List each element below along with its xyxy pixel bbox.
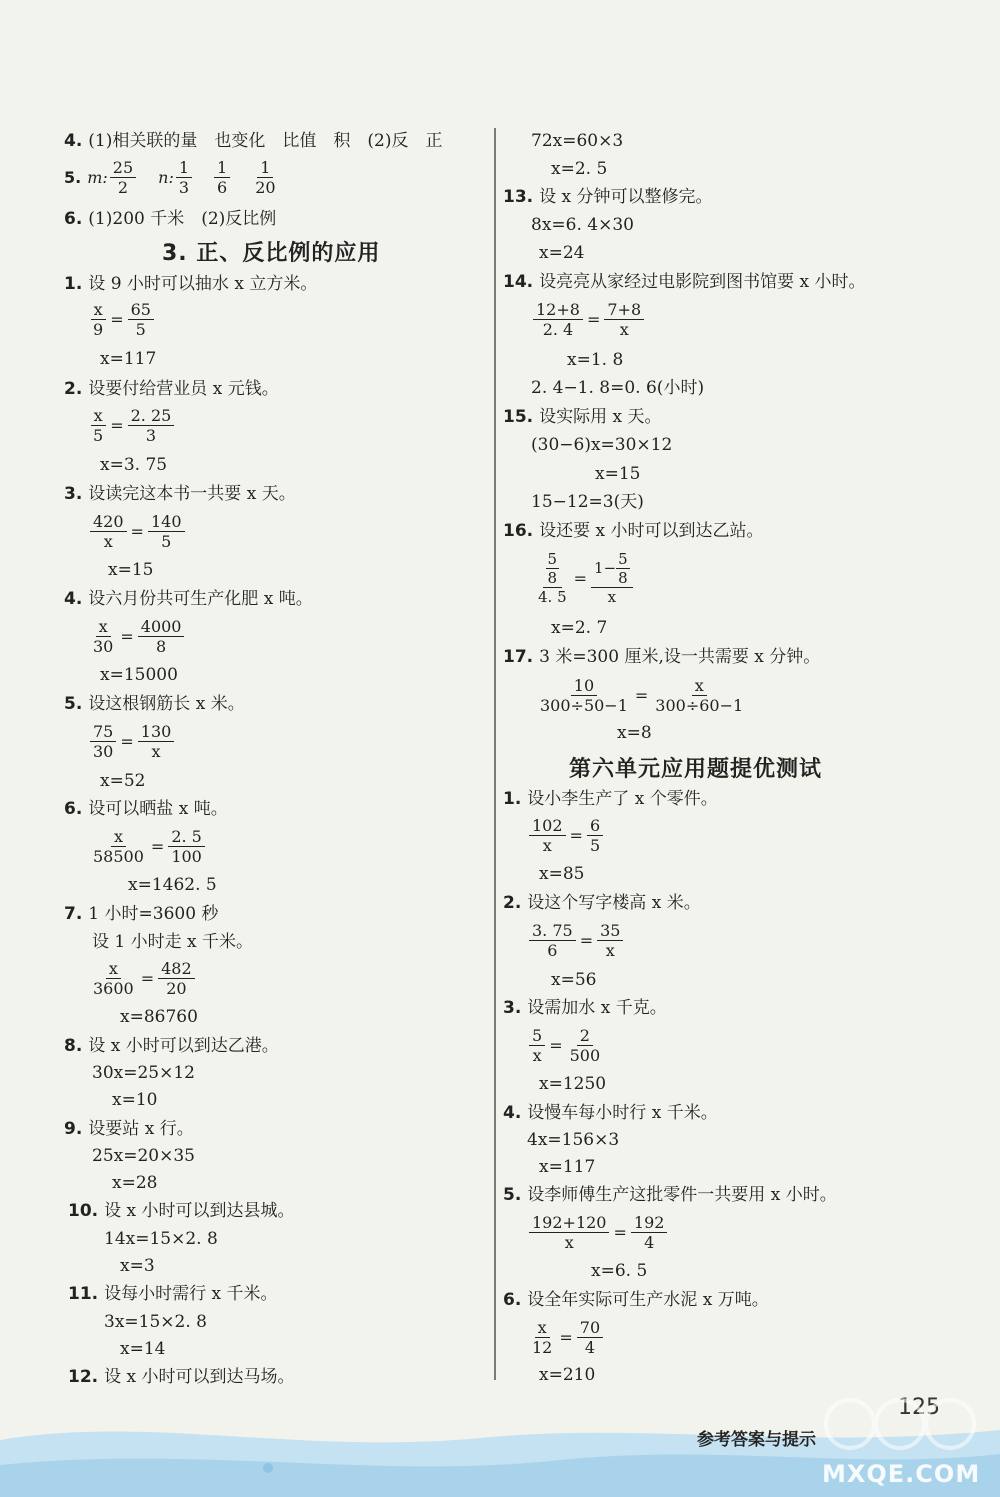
answer: x=56	[551, 970, 597, 990]
equation: 25x=20×35	[92, 1146, 195, 1166]
answer: x=3. 75	[100, 455, 168, 475]
equation: $\frac{\frac{5}{8}}{4. 5}$ = 1− $\frac{5}{8}$ x	[533, 550, 635, 607]
fraction: $\frac{1}{3}$	[176, 158, 192, 197]
problem-12: 12. 设 x 小时可以到达马场。	[68, 1367, 295, 1387]
equation: 3x=15×2. 8	[104, 1312, 207, 1332]
problem-7-setup: 设 1 小时走 x 千米。	[92, 932, 254, 952]
equation: $\frac{102}{x}$ = $\frac{6}{5}$	[527, 816, 605, 855]
test-problem-1: 1. 设小李生产了 x 个零件。	[503, 789, 718, 809]
q5-line: 5. m: $\frac{25}{2}$ n: $\frac{1}{3}$ $\frac{1}{6}$ $\frac{1}{20}$	[64, 158, 281, 197]
answer: x=6. 5	[591, 1261, 648, 1281]
answer: x=1. 8	[567, 350, 624, 370]
answer: x=24	[539, 243, 585, 263]
answer: x=15000	[100, 665, 178, 685]
problem-11: 11. 设每小时需行 x 千米。	[68, 1284, 278, 1304]
equation: (30−6)x=30×12	[531, 435, 673, 455]
answer: x=117	[100, 349, 157, 369]
problem-16: 16. 设还要 x 小时可以到达乙站。	[503, 521, 764, 541]
problem-1: 1. 设 9 小时可以抽水 x 立方米。	[64, 274, 318, 294]
equation: $\frac{x}{30}$ = $\frac{4000}{8}$	[88, 617, 186, 656]
q6-line: 6. (1)200 千米 (2)反比例	[64, 209, 277, 229]
equation: $\frac{10}{300\div 50-1}$ = $\frac{x}{300\div 60-1}$	[540, 676, 744, 715]
q4-line: 4. (1)相关联的量 也变化 比值 积 (2)反 正	[64, 131, 443, 151]
extra-line: 2. 4−1. 8=0. 6(小时)	[531, 378, 705, 398]
equation: $\frac{x}{58500}$ = $\frac{2. 5}{100}$	[88, 827, 207, 866]
answer: x=1250	[539, 1074, 607, 1094]
problem-14: 14. 设亮亮从家经过电影院到图书馆要 x 小时。	[503, 272, 866, 292]
answer: x=117	[539, 1157, 596, 1177]
answer: x=1462. 5	[128, 875, 217, 895]
answer: x=86760	[120, 1007, 198, 1027]
answer: x=210	[539, 1365, 596, 1385]
test-problem-3: 3. 设需加水 x 千克。	[503, 998, 667, 1018]
equation: $\frac{192+120}{x}$ = $\frac{192}{4}$	[527, 1213, 669, 1252]
fraction: $\frac{1}{6}$	[214, 158, 230, 197]
equation: $\frac{x}{3600}$ = $\frac{482}{20}$	[88, 959, 197, 998]
page-number: 125	[898, 1395, 940, 1420]
equation: 72x=60×3	[531, 131, 624, 151]
problem-2: 2. 设要付给营业员 x 元钱。	[64, 379, 279, 399]
answer: x=10	[112, 1090, 158, 1110]
section-title-proportion: 3. 正、反比例的应用	[162, 241, 381, 266]
answer: x=52	[100, 771, 146, 791]
answer: x=85	[539, 864, 585, 884]
answer: x=14	[120, 1339, 166, 1359]
footer-label: 参考答案与提示	[697, 1430, 816, 1450]
test-problem-6: 6. 设全年实际可生产水泥 x 万吨。	[503, 1290, 769, 1310]
fraction: $\frac{25}{2}$	[110, 158, 136, 197]
problem-13: 13. 设 x 分钟可以整修完。	[503, 187, 713, 207]
answer: x=15	[108, 560, 154, 580]
problem-4: 4. 设六月份共可生产化肥 x 吨。	[64, 589, 313, 609]
problem-15: 15. 设实际用 x 天。	[503, 407, 662, 427]
equation: $\frac{420}{x}$ = $\frac{140}{5}$	[88, 512, 187, 551]
equation: 8x=6. 4×30	[531, 215, 634, 235]
problem-6: 6. 设可以晒盐 x 吨。	[64, 799, 228, 819]
problem-5: 5. 设这根钢筋长 x 米。	[64, 694, 245, 714]
test-problem-4: 4. 设慢车每小时行 x 千米。	[503, 1103, 718, 1123]
equation: $\frac{x}{12}$ = $\frac{70}{4}$	[527, 1318, 605, 1357]
answer: x=28	[112, 1173, 158, 1193]
problem-10: 10. 设 x 小时可以到达县城。	[68, 1201, 295, 1221]
equation: $\frac{12+8}{2. 4}$ = $\frac{7+8}{x}$	[531, 300, 646, 339]
test-problem-5: 5. 设李师傅生产这批零件一共要用 x 小时。	[503, 1185, 837, 1205]
problem-3: 3. 设读完这本书一共要 x 天。	[64, 484, 296, 504]
column-divider	[494, 128, 496, 1380]
answer: x=2. 7	[551, 618, 608, 638]
equation: $\frac{5}{x}$ = $\frac{2}{500}$	[527, 1026, 605, 1065]
equation: $\frac{x}{9}$ = $\frac{65}{5}$	[88, 300, 156, 339]
watermark-logo	[820, 1390, 980, 1460]
problem-7: 7. 1 小时=3600 秒	[64, 904, 219, 924]
answer: x=15	[595, 464, 641, 484]
equation: 4x=156×3	[527, 1130, 620, 1150]
fraction: $\frac{1}{20}$	[255, 158, 276, 197]
problem-9: 9. 设要站 x 行。	[64, 1119, 194, 1139]
answer: x=8	[617, 723, 652, 743]
equation: $\frac{75}{30}$ = $\frac{130}{x}$	[88, 722, 176, 761]
watermark-url: MXQE.COM	[822, 1460, 981, 1488]
problem-8: 8. 设 x 小时可以到达乙港。	[64, 1036, 279, 1056]
equation: 14x=15×2. 8	[104, 1229, 218, 1249]
test-problem-2: 2. 设这个写字楼高 x 米。	[503, 893, 701, 913]
problem-17: 17. 3 米=300 厘米,设一共需要 x 分钟。	[503, 647, 821, 667]
equation: $\frac{x}{5}$ = $\frac{2. 25}{3}$	[88, 406, 176, 445]
equation: $\frac{3. 75}{6}$ = $\frac{35}{x}$	[527, 921, 625, 960]
extra-line: 15−12=3(天)	[531, 492, 644, 512]
answer: x=3	[120, 1256, 155, 1276]
equation: 30x=25×12	[92, 1063, 195, 1083]
answer: x=2. 5	[551, 159, 608, 179]
section-title-unit-six-test: 第六单元应用题提优测试	[569, 757, 823, 782]
